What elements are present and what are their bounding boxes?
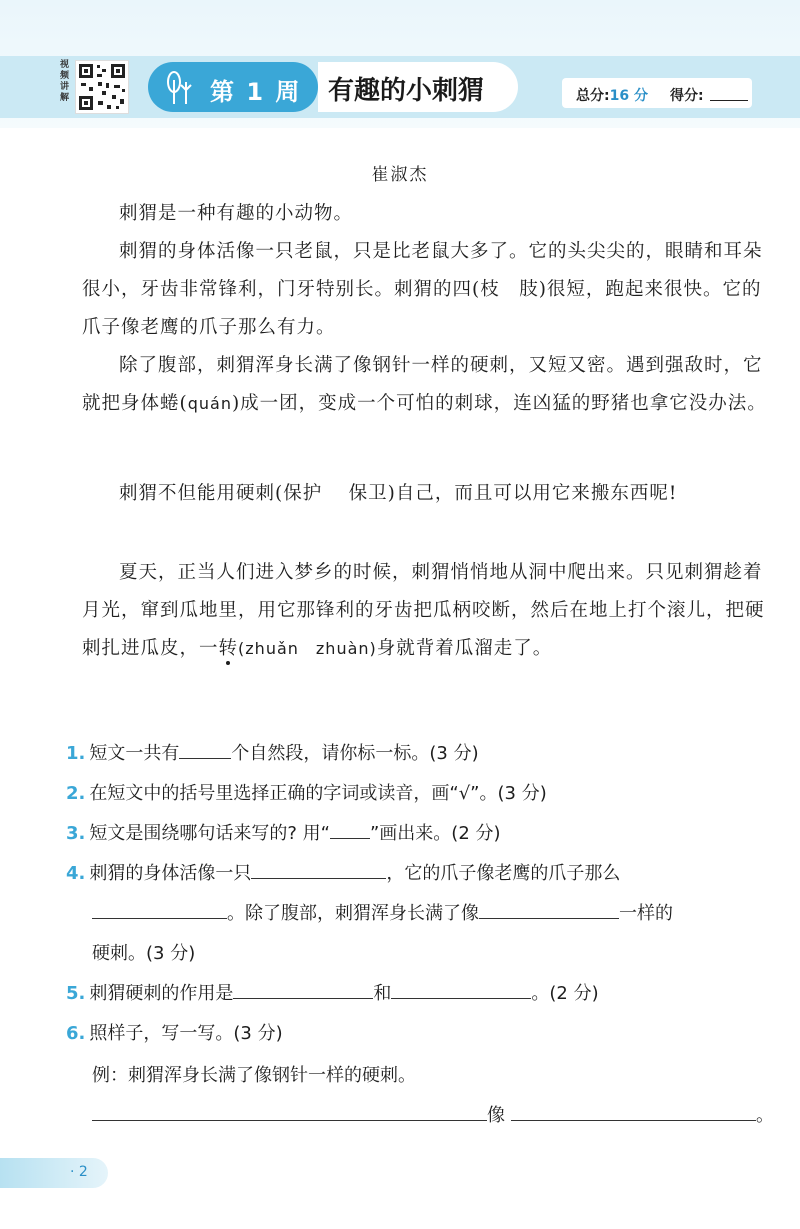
total-value: 16 分: [609, 88, 648, 104]
qr-label-char: 讲: [60, 82, 70, 92]
lesson-title: 有趣的小刺猬: [328, 76, 485, 106]
question-5: [66, 974, 776, 1014]
q3-text-a: 短文是围绕哪句话来写的? 用“: [89, 823, 330, 844]
q1-text-a: 短文一共有: [89, 743, 180, 764]
q5-text-b: 和: [373, 983, 392, 1004]
q2-text: 在短文中的括号里选择正确的字词或读音，画“√”。(3 分): [89, 783, 547, 804]
q1-answer-blank[interactable]: [179, 738, 231, 759]
score-label: 得分:: [670, 88, 704, 104]
q6-answer-blank-2[interactable]: [511, 1100, 756, 1121]
q4-answer-blank-2[interactable]: [92, 898, 227, 919]
article-paragraph-1: 刺猬是一种有趣的小动物。: [119, 203, 354, 224]
q6-example: 例：刺猬浑身长满了像钢针一样的硬刺。: [92, 1065, 416, 1086]
q4-text-b: ，它的爪子像老鹰的爪子那么: [386, 863, 621, 884]
q6-answer-blank-1[interactable]: [92, 1100, 487, 1121]
p3-part-a: 除了腹部，刺猬浑身长满了像钢针一样的硬刺，又短又密。遇到强敌时，它就把身体蜷(: [82, 355, 763, 414]
q5-text-c: 。(2 分): [531, 983, 599, 1004]
score-field[interactable]: [710, 100, 748, 101]
question-4-line-3: 硬刺。(3 分): [92, 943, 196, 964]
question-number: 6.: [66, 1023, 86, 1044]
qr-label-char: 解: [60, 93, 70, 103]
question-4: [66, 854, 776, 894]
p5-part-b: 身就背着瓜溜走了。: [376, 638, 553, 659]
tree-icon: [160, 68, 200, 108]
p5-dotted-char: 转: [218, 638, 239, 659]
question-number: 2.: [66, 783, 86, 804]
question-number: 5.: [66, 983, 86, 1004]
question-2: [66, 774, 776, 814]
q4-answer-blank-3[interactable]: [479, 898, 619, 919]
page-number: · 2: [70, 1164, 88, 1180]
q5-answer-blank-1[interactable]: [233, 978, 373, 999]
video-lecture-label: [60, 60, 72, 104]
week-label: 第 1 周: [210, 78, 302, 106]
qr-label-char: 视: [60, 60, 70, 70]
qr-code-icon[interactable]: [75, 60, 129, 114]
q6-answer-line: [92, 1096, 774, 1136]
question-number: 1.: [66, 743, 86, 764]
article-paragraph-5: [82, 554, 772, 668]
q1-text-b: 个自然段，请你标一标。(3 分): [231, 743, 479, 764]
q6-text: 照样子，写一写。(3 分): [89, 1023, 283, 1044]
p3-pinyin: quán: [187, 394, 232, 413]
total-label: 总分:: [576, 88, 610, 104]
q3-text-b: ”画出来。(2 分): [369, 823, 501, 844]
article-paragraph-4: 刺猬不但能用硬刺(保护 保卫)自己，而且可以用它来搬东西呢!: [119, 483, 678, 504]
article-paragraph-3: [82, 347, 772, 423]
q4-answer-blank-1[interactable]: [251, 858, 386, 879]
page-number-tab: [0, 1158, 108, 1188]
question-3: [66, 814, 776, 854]
question-6: [66, 1014, 776, 1054]
q6-text-end: 。: [756, 1105, 774, 1126]
p5-pinyin-options: (zhuǎn zhuàn): [238, 639, 377, 658]
score-box: [562, 78, 752, 108]
article-author: 崔淑杰: [371, 165, 429, 185]
article-paragraph-2: 刺猬的身体活像一只老鼠，只是比老鼠大多了。它的头尖尖的，眼睛和耳朵很小，牙齿非常锋利，门牙特别长。刺猬的四(枝 肢)很短，跑起来很快。它的爪子像老鹰的爪子那么有力。: [82, 241, 763, 338]
qr-label-char: 频: [60, 71, 70, 81]
q4-text-c: 。除了腹部，刺猬浑身长满了像: [227, 903, 479, 924]
question-number: 3.: [66, 823, 86, 844]
q5-answer-blank-2[interactable]: [391, 978, 531, 999]
p3-part-b: )成一团，变成一个可怕的刺球，连凶猛的野猪也拿它没办法。: [231, 393, 767, 414]
q5-text-a: 刺猬硬刺的作用是: [89, 983, 234, 1004]
total-score: [576, 85, 648, 105]
q4-text-a: 刺猬的身体活像一只: [89, 863, 252, 884]
q3-underline-sample: [330, 818, 370, 839]
q4-text-d: 一样的: [619, 903, 673, 924]
question-number: 4.: [66, 863, 86, 884]
question-4-line-2: [92, 894, 673, 934]
q6-text-mid: 像: [487, 1105, 505, 1126]
p5-part-a: 夏天，正当人们进入梦乡的时候，刺猬悄悄地从洞中爬出来。只见刺猬趁着月光，窜到瓜地里，用它那锋利的牙齿把瓜柄咬断，然后在地上打个滚儿，把硬刺扎进瓜皮，一: [82, 562, 765, 659]
question-1: [66, 734, 776, 774]
